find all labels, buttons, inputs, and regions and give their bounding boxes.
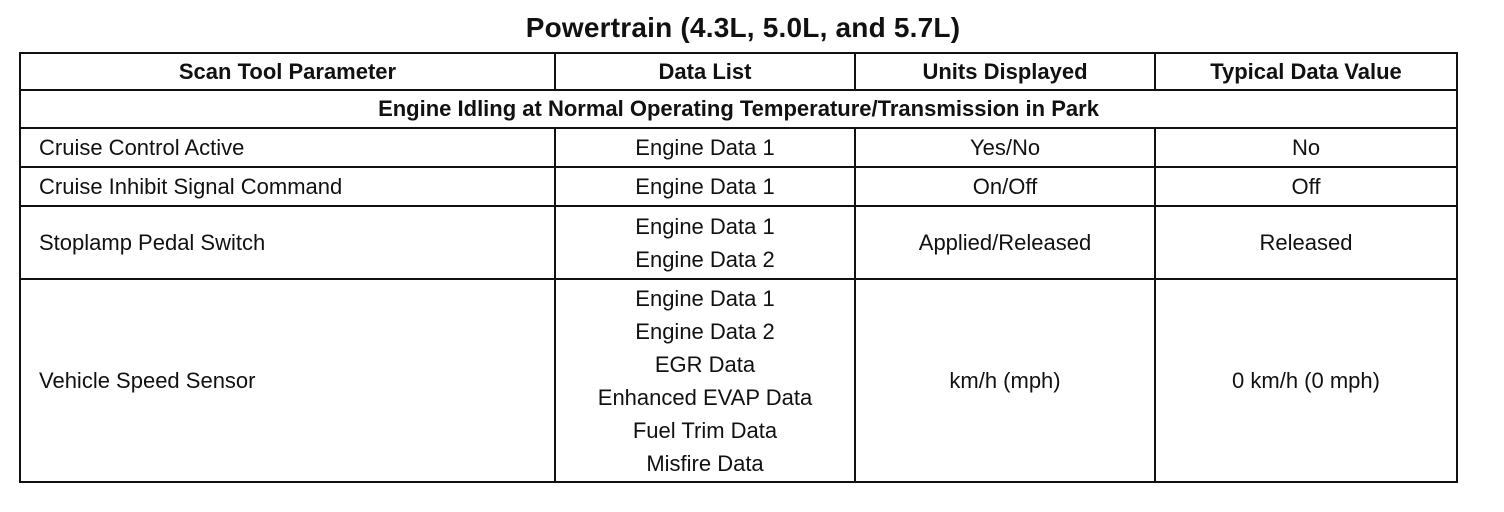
header-data-list: Data List	[555, 53, 855, 90]
data-list-item: Engine Data 2	[635, 318, 775, 344]
data-list-item: Engine Data 1	[635, 213, 775, 239]
typical-value-cell: 0 km/h (0 mph)	[1155, 279, 1457, 482]
section-row	[20, 90, 1457, 128]
data-list-item: Engine Data 1	[635, 135, 775, 160]
units-cell: Applied/Released	[855, 206, 1155, 279]
typical-value-cell: No	[1155, 128, 1457, 167]
header-units-displayed: Units Displayed	[855, 53, 1155, 90]
table-row	[20, 279, 1457, 482]
data-list-cell	[555, 279, 855, 482]
data-list-item: Enhanced EVAP Data	[597, 384, 813, 410]
parameter-cell: Cruise Control Active	[20, 128, 555, 167]
table-row	[20, 167, 1457, 206]
table-row	[20, 206, 1457, 279]
data-list-cell	[555, 167, 855, 206]
data-list-item: Engine Data 1	[635, 285, 775, 311]
parameter-cell: Cruise Inhibit Signal Command	[20, 167, 555, 206]
section-heading: Engine Idling at Normal Operating Temperature/Transmission in Park	[20, 90, 1457, 128]
parameter-cell: Vehicle Speed Sensor	[20, 279, 555, 482]
data-list-cell	[555, 128, 855, 167]
data-list-item: Misfire Data	[646, 450, 764, 476]
table-row	[20, 128, 1457, 167]
parameter-cell: Stoplamp Pedal Switch	[20, 206, 555, 279]
typical-value-cell: Released	[1155, 206, 1457, 279]
header-typical-data-value: Typical Data Value	[1155, 53, 1457, 90]
units-cell: km/h (mph)	[855, 279, 1155, 482]
units-cell: On/Off	[855, 167, 1155, 206]
table-header-row	[20, 53, 1457, 90]
data-list-cell	[555, 206, 855, 279]
data-list-item: EGR Data	[654, 351, 756, 377]
page-title: Powertrain (4.3L, 5.0L, and 5.7L)	[525, 12, 961, 43]
data-list-item: Fuel Trim Data	[632, 417, 778, 443]
header-scan-tool-parameter: Scan Tool Parameter	[20, 53, 555, 90]
data-list-item: Engine Data 2	[635, 246, 775, 272]
data-list-item: Engine Data 1	[635, 174, 775, 199]
units-cell: Yes/No	[855, 128, 1155, 167]
scan-tool-data-table	[19, 52, 1458, 483]
typical-value-cell: Off	[1155, 167, 1457, 206]
